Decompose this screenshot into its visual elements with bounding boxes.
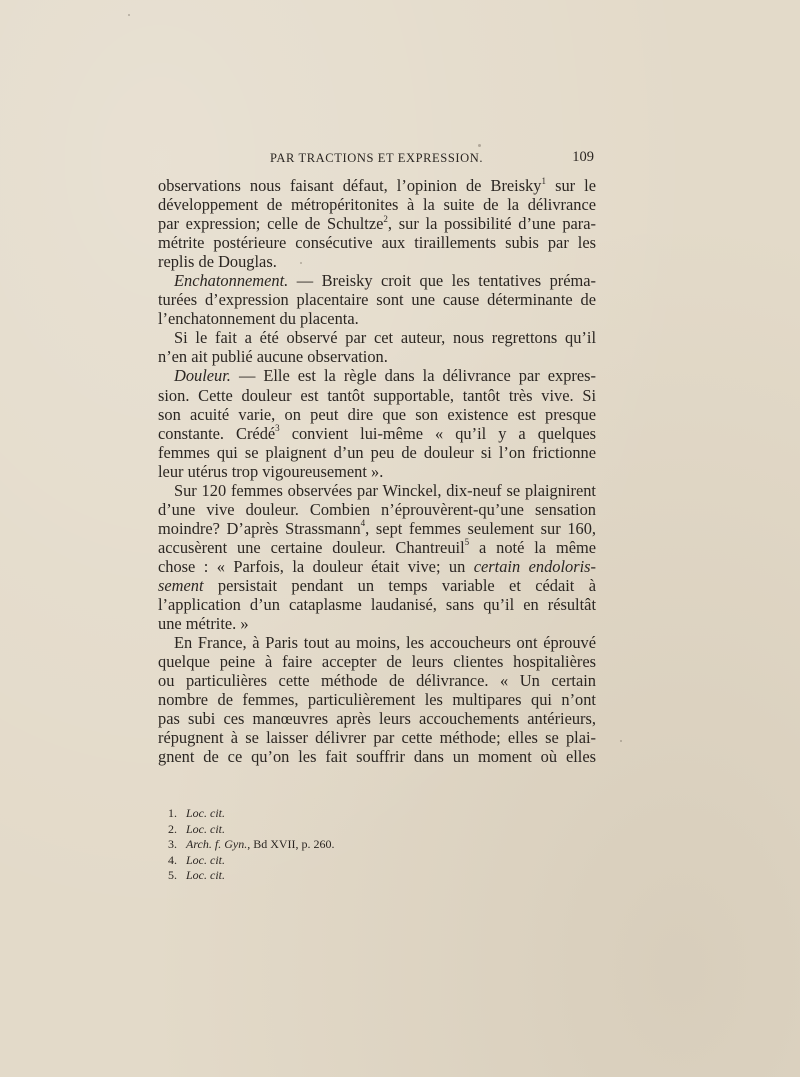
section-heading: Douleur. xyxy=(174,366,231,386)
footnotes xyxy=(168,806,468,884)
text-line: son acuité varie, on peut dire que son existence est presque xyxy=(158,404,596,424)
footnote-ref: 1 xyxy=(541,176,546,186)
text-line: turées d’expression placentaire sont une cause déterminante de xyxy=(158,290,596,310)
footnote: 5. Loc. cit. xyxy=(168,868,225,882)
footnote-ref: 3 xyxy=(275,423,280,434)
footnote-ref: 5 xyxy=(464,537,470,548)
text-line: moindre? D’après Strassmann$^4$, sept femmes seulement sur 160, xyxy=(158,518,596,538)
running-head: PAR TRACTIONS ET EXPRESSION. xyxy=(270,151,484,165)
text-line: une métrite. » xyxy=(158,614,249,634)
text-line: métrite postérieure consécutive aux tiraillements subis par les xyxy=(158,233,596,253)
paper-speck xyxy=(128,14,130,16)
paragraph-heading-line: Douleur. — Elle est la règle dans la délivrance par expres- xyxy=(174,366,596,386)
text-line: constante. Crédé$^3$ convient lui-même « qu’il y a quelques xyxy=(158,423,596,443)
text-line: nombre de femmes, particulièrement les multipares qui n’ont xyxy=(158,690,596,710)
text-line: observations nous faisant défaut, l’opinion de Breisky$^1$ sur le xyxy=(158,176,596,195)
footnote: 2. Loc. cit. xyxy=(168,821,225,836)
text-line: n’en ait publié aucune observation. xyxy=(158,347,388,367)
text-line: l’enchatonnement du placenta. xyxy=(158,309,359,329)
text-line: développement de métropéritonites à la suite de la délivrance xyxy=(158,195,596,215)
text-line: pas subi ces manœuvres après leurs accouchements antérieurs, xyxy=(158,709,596,729)
text-line: gnent de ce qu’on les fait souffrir dans un moment où elles xyxy=(158,747,596,767)
footnote-ref: 4 xyxy=(360,518,366,529)
paper-speck xyxy=(300,262,302,264)
footnote-ref: 2 xyxy=(383,214,388,224)
text-line: sion. Cette douleur est tantôt supportable, tantôt très vive. Si xyxy=(158,385,596,405)
paragraph-heading-line: Enchatonnement. — Breisky croit que les tentatives préma- xyxy=(174,271,596,291)
paper-speck xyxy=(478,144,481,147)
text-line: quelque peine à faire accepter de leurs clientes hospitalières xyxy=(158,652,596,672)
text-line: l’application d’un cataplasme laudanisé, sans qu’il en résultât xyxy=(158,595,596,615)
text-line: ou particulières cette méthode de délivrance. « Un certain xyxy=(158,671,596,691)
paper-speck xyxy=(620,740,622,742)
text-line: Si le fait a été observé par cet auteur, nous regrettons qu’il xyxy=(174,328,596,348)
text-line: chose : « Parfois, la douleur était vive; un certain endoloris- xyxy=(158,556,596,576)
text-line: accusèrent une certaine douleur. Chantreuil$^5$ a noté la même xyxy=(158,537,596,557)
body-text xyxy=(158,176,596,766)
page-number: 109 xyxy=(572,149,594,165)
page-header xyxy=(158,149,596,171)
text-line: sement persistait pendant un temps variable et cédait à xyxy=(158,575,596,595)
section-heading: Enchatonnement. xyxy=(174,271,289,291)
text-line: d’une vive douleur. Combien n’éprouvèrent-qu’une sensation xyxy=(158,499,596,519)
text-line: En France, à Paris tout au moins, les accoucheurs ont éprouvé xyxy=(174,633,596,653)
text-line: Sur 120 femmes observées par Winckel, dix-neuf se plaignirent xyxy=(174,480,596,500)
footnote: 4. Loc. cit. xyxy=(168,852,225,867)
text-line: par expression; celle de Schultze$^2$, sur la possibilité d’une para- xyxy=(158,214,596,234)
text-line: répugnent à se laisser délivrer par cette méthode; elles se plai- xyxy=(158,728,596,748)
text-line: leur utérus trop vigoureusement ». xyxy=(158,461,384,481)
footnote: 3. Arch. f. Gyn., Bd XVII, p. 260. xyxy=(168,837,335,851)
text-line: femmes qui se plaignent d’un peu de douleur si l’on frictionne xyxy=(158,442,596,462)
text-line: replis de Douglas. xyxy=(158,252,277,272)
footnote: 1. Loc. cit. xyxy=(168,806,225,820)
